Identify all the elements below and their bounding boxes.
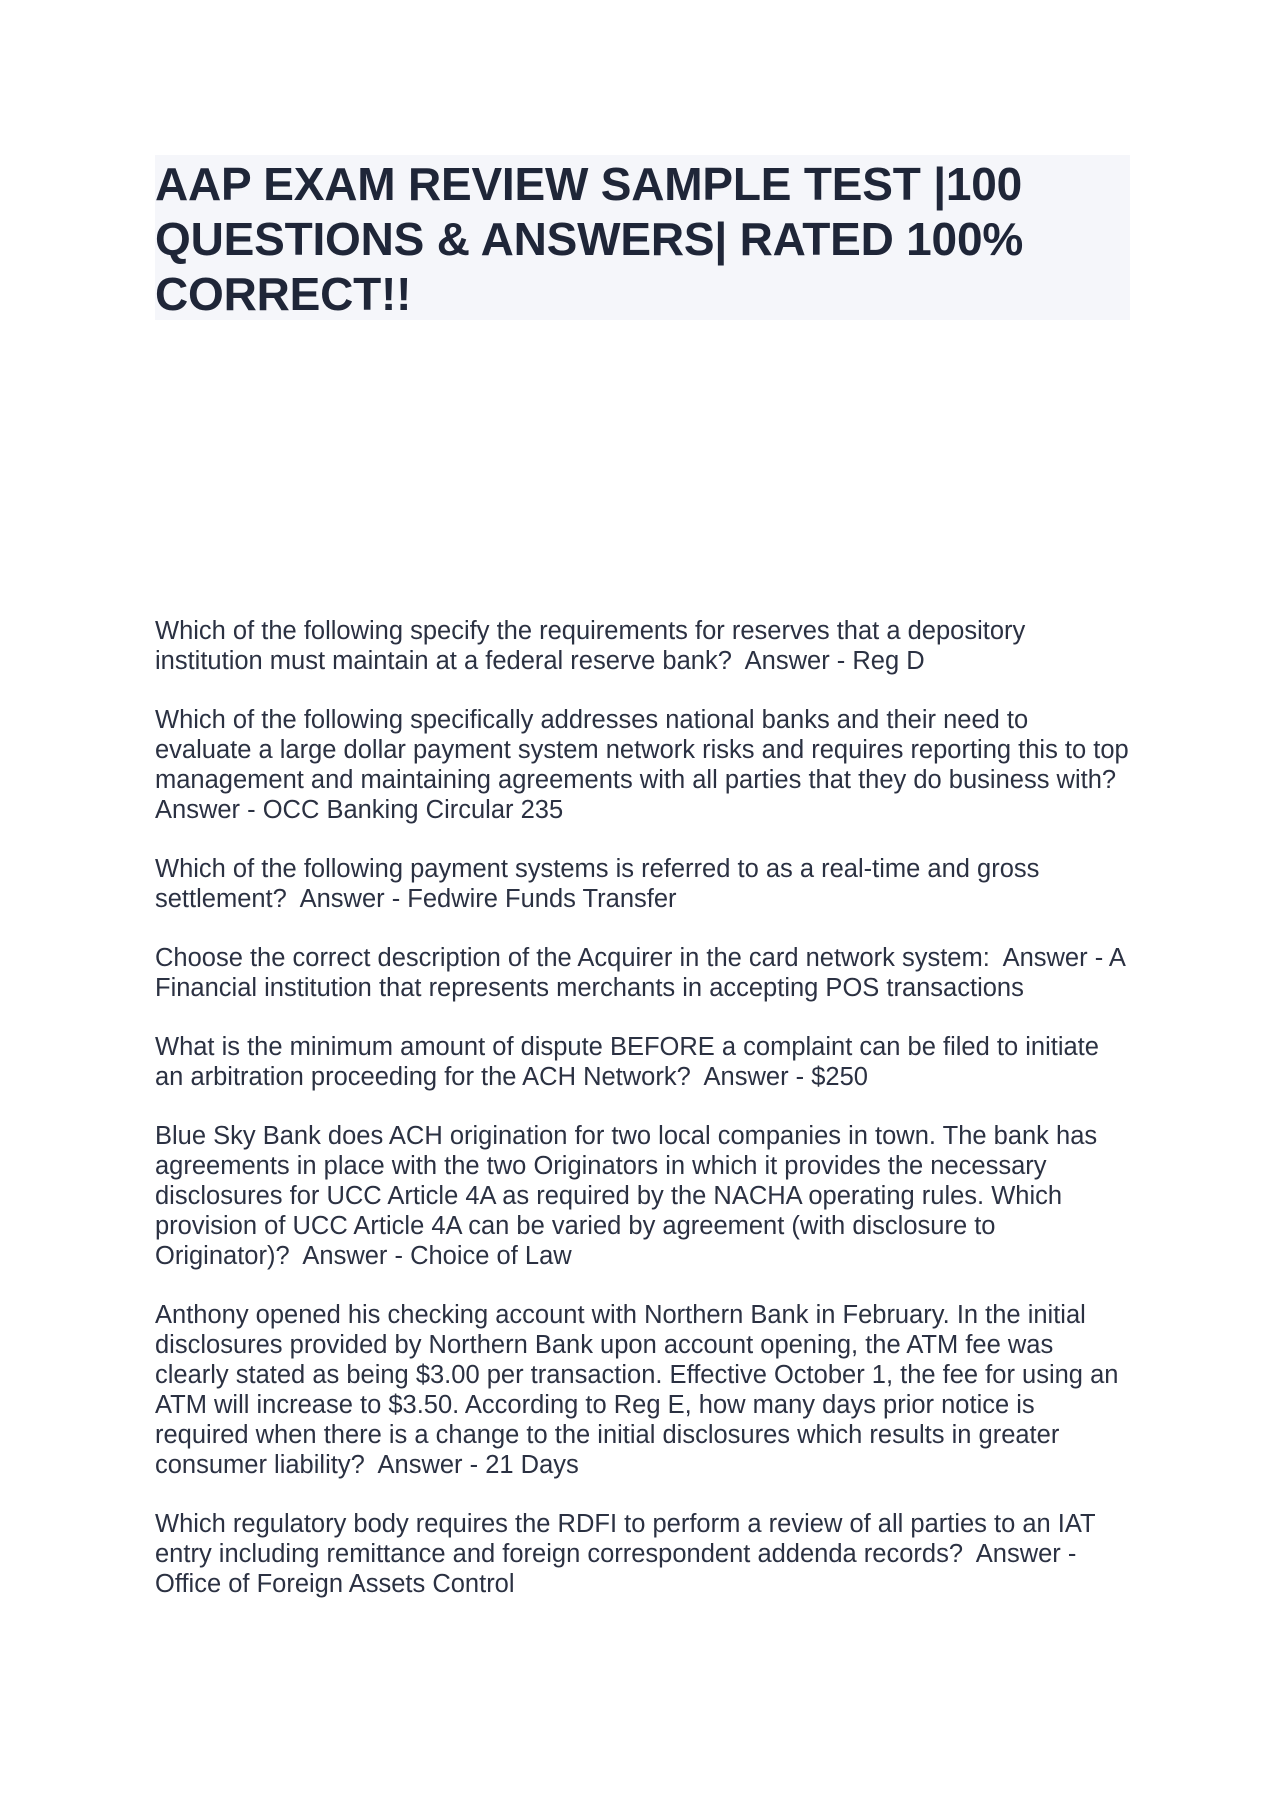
qa-list <box>155 616 1136 1628</box>
qa-item-5: What is the minimum amount of dispute BEFORE a complaint can be filed to initiate an arbitration proceeding for the ACH Network? Answer - $250 <box>155 1033 1107 1091</box>
qa-item-1: Which of the following specify the requirements for reserves that a depository institution must maintain at a federal reserve bank? Answer - Reg D <box>155 617 1033 675</box>
qa-item-2: Which of the following specifically addresses national banks and their need to evaluate a large dollar payment system network risks and requires reporting this to top management and maintaining agreements with all parties that they do business with? Answer - OCC Banking Circular 235 <box>155 706 1136 824</box>
qa-item-6: Blue Sky Bank does ACH origination for two local companies in town. The bank has agreements in place with the two Originators in which it provides the necessary disclosures for UCC Article 4A as required by the NACHA operating rules. Which provision of UCC Article 4A can be varied by agreement (with disclosure to Originator)? Answer - Choice of Law <box>155 1122 1105 1270</box>
qa-item-8: Which regulatory body requires the RDFI to perform a review of all parties to an IAT entry including remittance and foreign correspondent addenda records? Answer - Office of Foreign Assets Control <box>155 1510 1103 1598</box>
qa-item-7: Anthony opened his checking account with Northern Bank in February. In the initial disclosures provided by Northern Bank upon account opening, the ATM fee was clearly stated as being $3.00 per transaction. Effective October 1, the fee for using an ATM will increase to $3.50. According to Reg E, how many days prior notice is required when there is a change to the initial disclosures which results in greater consumer liability? Answer - 21 Days <box>155 1301 1125 1479</box>
qa-item-4: Choose the correct description of the Acquirer in the card network system: Answer - A Financial institution that represents merchants in accepting POS transactions <box>155 944 1132 1002</box>
qa-item-3: Which of the following payment systems is referred to as a real-time and gross settlement? Answer - Fedwire Funds Transfer <box>155 855 1047 913</box>
title-block <box>155 155 1130 320</box>
document-title: AAP EXAM REVIEW SAMPLE TEST |100 QUESTIONS & ANSWERS| RATED 100% CORRECT!! <box>155 158 1024 320</box>
